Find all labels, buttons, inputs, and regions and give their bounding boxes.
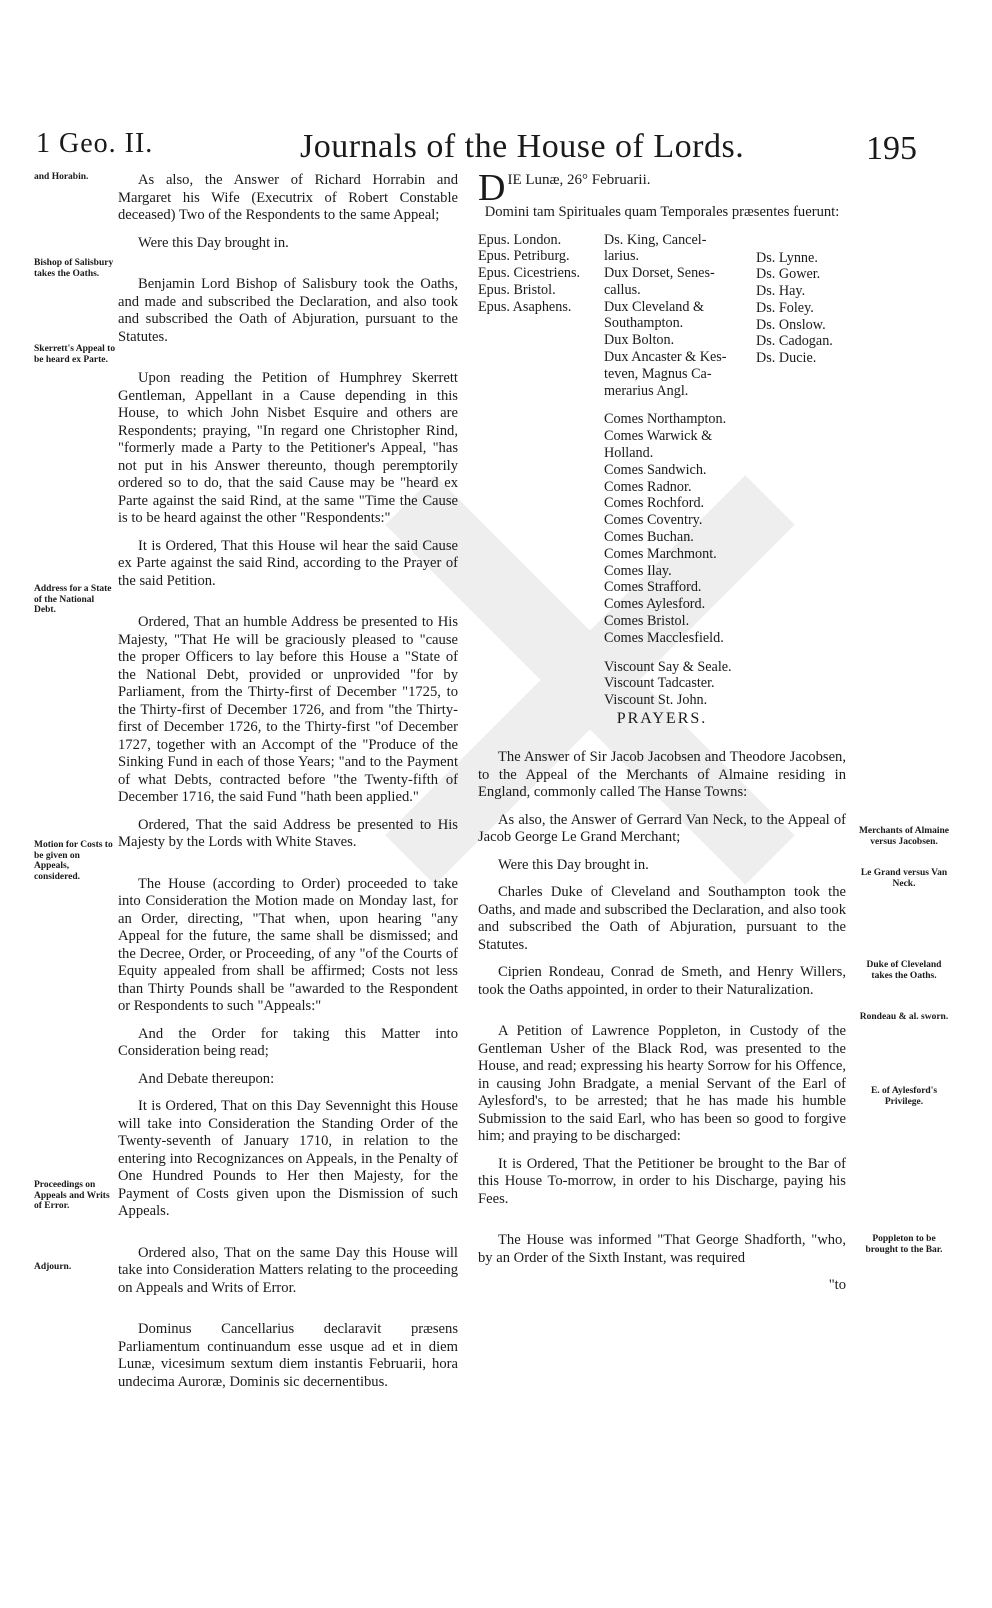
margin-note: Duke of Cleveland takes the Oaths.: [866, 960, 942, 981]
paragraph: Ordered also, That on the same Day this House will take into Consideration Matters relating to the proceeding on Appeals and Writs of Error.: [118, 1244, 458, 1296]
attendee-name: Ds. Onslow.: [756, 316, 826, 333]
list-spacer: [604, 399, 752, 411]
margin-note: Address for a State of the National Debt.: [34, 584, 112, 615]
attendee-name: Epus. London.: [478, 231, 562, 248]
catchword: "to: [828, 1277, 846, 1293]
attendee-name: Comes Bristol.: [604, 613, 690, 630]
attendee-name: Comes Radnor.: [604, 478, 692, 495]
paragraph: Upon reading the Petition of Humphrey Skerrett Gentleman, Appellant in a Cause depending in this House, to which John Nisbet Esquire and others are Respondents; praying, "In regard one Christopher Rind, "formerly made a Party to the Petitioner's Appeal, "has not put in his Answer thereunto, though peremptorily ordered so to do, that the said Cause may be "heard ex Parte against the said Rind, at the same "Time the Cause is to be heard against the other "Respondents:": [118, 370, 458, 526]
right-column: [478, 167, 846, 1305]
running-head-title: Journals of the House of Lords.: [300, 128, 745, 165]
running-head-regnal-year: 1 Geo. II.: [36, 128, 154, 159]
attendance-heading: Domini tam Spirituales quam Temporales præsentes fuerunt:: [484, 204, 840, 220]
attendee-name: Dux Cleveland &: [604, 298, 705, 315]
paragraph: As also, the Answer of Gerrard Van Neck, to the Appeal of Jacob George Le Grand Merchant;: [478, 811, 846, 845]
paragraph: Ordered, That an humble Address be presented to His Majesty, "That He will be graciously pleased to "cause the proper Officers to lay before this House a "State of the National Debt, provided or unprovided "for by Parliament, from the Thirty-first of December "1725, to the Thirty-first of December 1726, and from "the Thirty-first of December 1726, to the Thirty-first "of December 1727, together with an Accompt of the "Produce of the Sinking Fund in each of those Years; "and to the Payment of what Debts, contracted before "the Twenty-fifth of December 1716, the said Fund "hath been applied.": [118, 614, 458, 805]
margin-note: Le Grand versus Van Neck.: [860, 868, 948, 889]
paragraph: The House (according to Order) proceeded to take into Consideration the Motion made on Monday last, for an Order, directing, "That when, upon hearing "any Appeal for the future, the same shall be dismissed; and the Decree, Order, or Proceeding, of any "of the Courts of Equity appealed from shall be affirmed; Costs not less than Thirty Pounds shall be "awarded to the Respondent or Respondents to such "Appeals:": [118, 875, 458, 1014]
attendee-name: Comes Warwick &: [604, 428, 713, 445]
attendee-name: Dux Ancaster & Kes-: [604, 349, 727, 366]
attendee-name: Comes Coventry.: [604, 512, 703, 529]
paragraph: As also, the Answer of Richard Horrabin and Margaret his Wife (Executrix of Robert Constable deceased) Two of the Respondents to the same Appeal;: [118, 172, 458, 223]
margin-note: Bishop of Salisbury takes the Oaths.: [34, 258, 114, 279]
attendee-name: Ds. Lynne.: [756, 249, 818, 266]
paragraph: A Petition of Lawrence Poppleton, in Custody of the Gentleman Usher of the Black Rod, was presented to the House, and read; expressing his hearty Sorrow for his Offence, in causing John Bradgate, a menial Servant of the Earl of Aylesford's, to be arrested; that he has made his humble Submission to the said Earl, who has been so good to forgive him; and praying to be discharged:: [478, 1023, 846, 1144]
paragraph: It is Ordered, That this House wil hear the said Cause ex Parte against the said Rind, according to the Prayer of the said Petition.: [118, 537, 458, 589]
attendee-name: Southampton.: [604, 315, 684, 332]
bishops-list: [478, 232, 596, 316]
margin-note: Skerrett's Appeal to be heard ex Parte.: [34, 344, 116, 365]
list-spacer: [604, 647, 752, 659]
attendee-name: Comes Marchmont.: [604, 545, 717, 562]
left-column: [118, 172, 458, 1401]
paragraph: Benjamin Lord Bishop of Salisbury took the Oaths, and made and subscribed the Declaration, and also took and subscribed the Oath of Abjuration, pursuant to the Statutes.: [118, 276, 458, 345]
attendee-name: Holland.: [604, 445, 654, 462]
paragraph: Ordered, That the said Address be presented to His Majesty by the Lords with White Staves.: [118, 816, 458, 850]
attendee-name: Epus. Petriburg.: [478, 248, 570, 265]
attendee-name: Dux Dorset, Senes-: [604, 265, 715, 282]
attendee-name: larius.: [604, 248, 640, 265]
paragraph: The House was informed "That George Shadforth, "who, by an Order of the Sixth Instant, was required: [478, 1232, 846, 1266]
attendee-name: Comes Ilay.: [604, 562, 672, 579]
margin-note: Motion for Costs to be given on Appeals, considered.: [34, 840, 113, 882]
paragraph: It is Ordered, That the Petitioner be brought to the Bar of this House To-morrow, in order to his Discharge, paying his Fees.: [478, 1155, 846, 1207]
attendee-name: Ds. Foley.: [756, 299, 814, 316]
lords-list: [604, 232, 752, 710]
attendee-name: Epus. Asaphens.: [478, 298, 572, 315]
margin-note: Adjourn.: [34, 1262, 72, 1272]
barons-list: [756, 250, 846, 368]
attendee-name: Epus. Cicestriens.: [478, 265, 581, 282]
attendee-name: Viscount Say & Seale.: [604, 658, 732, 675]
attendee-name: Viscount Tadcaster.: [604, 675, 715, 692]
paragraph: And Debate thereupon:: [138, 1070, 275, 1087]
paragraph: Dominus Cancellarius declaravit præsens Parliamentum continuandum esse usque ad et in diem Lunæ, vicesimum sextum diem instantis Februarii, hora undecima Auroræ, Dominis sic decernentibus.: [118, 1321, 458, 1390]
paragraph: The Answer of Sir Jacob Jacobsen and Theodore Jacobsen, to the Appeal of the Merchants of Almaine residing in England, commonly called The Hanse Towns:: [478, 749, 846, 800]
attendee-name: Comes Strafford.: [604, 579, 702, 596]
attendee-name: Comes Macclesfield.: [604, 629, 724, 646]
attendee-name: Ds. Hay.: [756, 283, 806, 300]
attendee-name: Ds. Ducie.: [756, 350, 817, 367]
paragraph: Charles Duke of Cleveland and Southampton took the Oaths, and made and subscribed the Declaration, and also took and subscribed the Oath of Abjuration, pursuant to the Statutes.: [478, 884, 846, 953]
attendee-name: Comes Sandwich.: [604, 461, 707, 478]
prayers-heading: PRAYERS.: [616, 709, 708, 727]
attendee-name: Epus. Bristol.: [478, 281, 556, 298]
margin-note: E. of Aylesford's Privilege.: [870, 1086, 938, 1107]
margin-note: Rondeau & al. sworn.: [859, 1012, 949, 1022]
attendee-name: Comes Rochford.: [604, 495, 705, 512]
paragraph: And the Order for taking this Matter into Consideration being read;: [118, 1025, 458, 1059]
attendee-name: Viscount St. John.: [604, 692, 708, 709]
margin-note: and Horabin.: [34, 172, 89, 182]
attendee-name: teven, Magnus Ca-: [604, 365, 712, 382]
paragraph: It is Ordered, That on this Day Sevennight this House will take into Consideration the Standing Order of the Twenty-seventh of January 1710, in relation to the entering into Recognizances on Appeals, in the Penalty of One Hundred Pounds to Her then Majesty, for the Payment of Costs given upon the Dismission of such Appeals.: [118, 1098, 458, 1219]
page-number: 195: [866, 130, 917, 167]
attendee-name: Ds. Gower.: [756, 266, 821, 283]
attendee-name: Comes Buchan.: [604, 529, 694, 546]
paragraph: Were this Day brought in.: [138, 234, 289, 251]
margin-note: Merchants of Almaine versus Jacobsen.: [858, 826, 950, 847]
attendance-lists: [478, 231, 846, 709]
attendee-name: Ds. King, Cancel-: [604, 231, 707, 248]
attendee-name: Dux Bolton.: [604, 332, 675, 349]
paragraph: Were this Day brought in.: [498, 856, 649, 873]
sitting-date-heading: DIE Lunæ, 26° Februarii.: [478, 167, 651, 209]
attendee-name: Ds. Cadogan.: [756, 333, 833, 350]
attendee-name: merarius Angl.: [604, 382, 689, 399]
margin-note: Proceedings on Appeals and Writs of Error.: [34, 1180, 110, 1211]
attendee-name: Comes Northampton.: [604, 411, 727, 428]
paragraph: Ciprien Rondeau, Conrad de Smeth, and Henry Willers, took the Oaths appointed, in order to their Naturalization.: [478, 964, 846, 998]
attendee-name: callus.: [604, 281, 641, 298]
margin-note: Poppleton to be brought to the Bar.: [865, 1234, 943, 1255]
attendee-name: Comes Aylesford.: [604, 596, 706, 613]
